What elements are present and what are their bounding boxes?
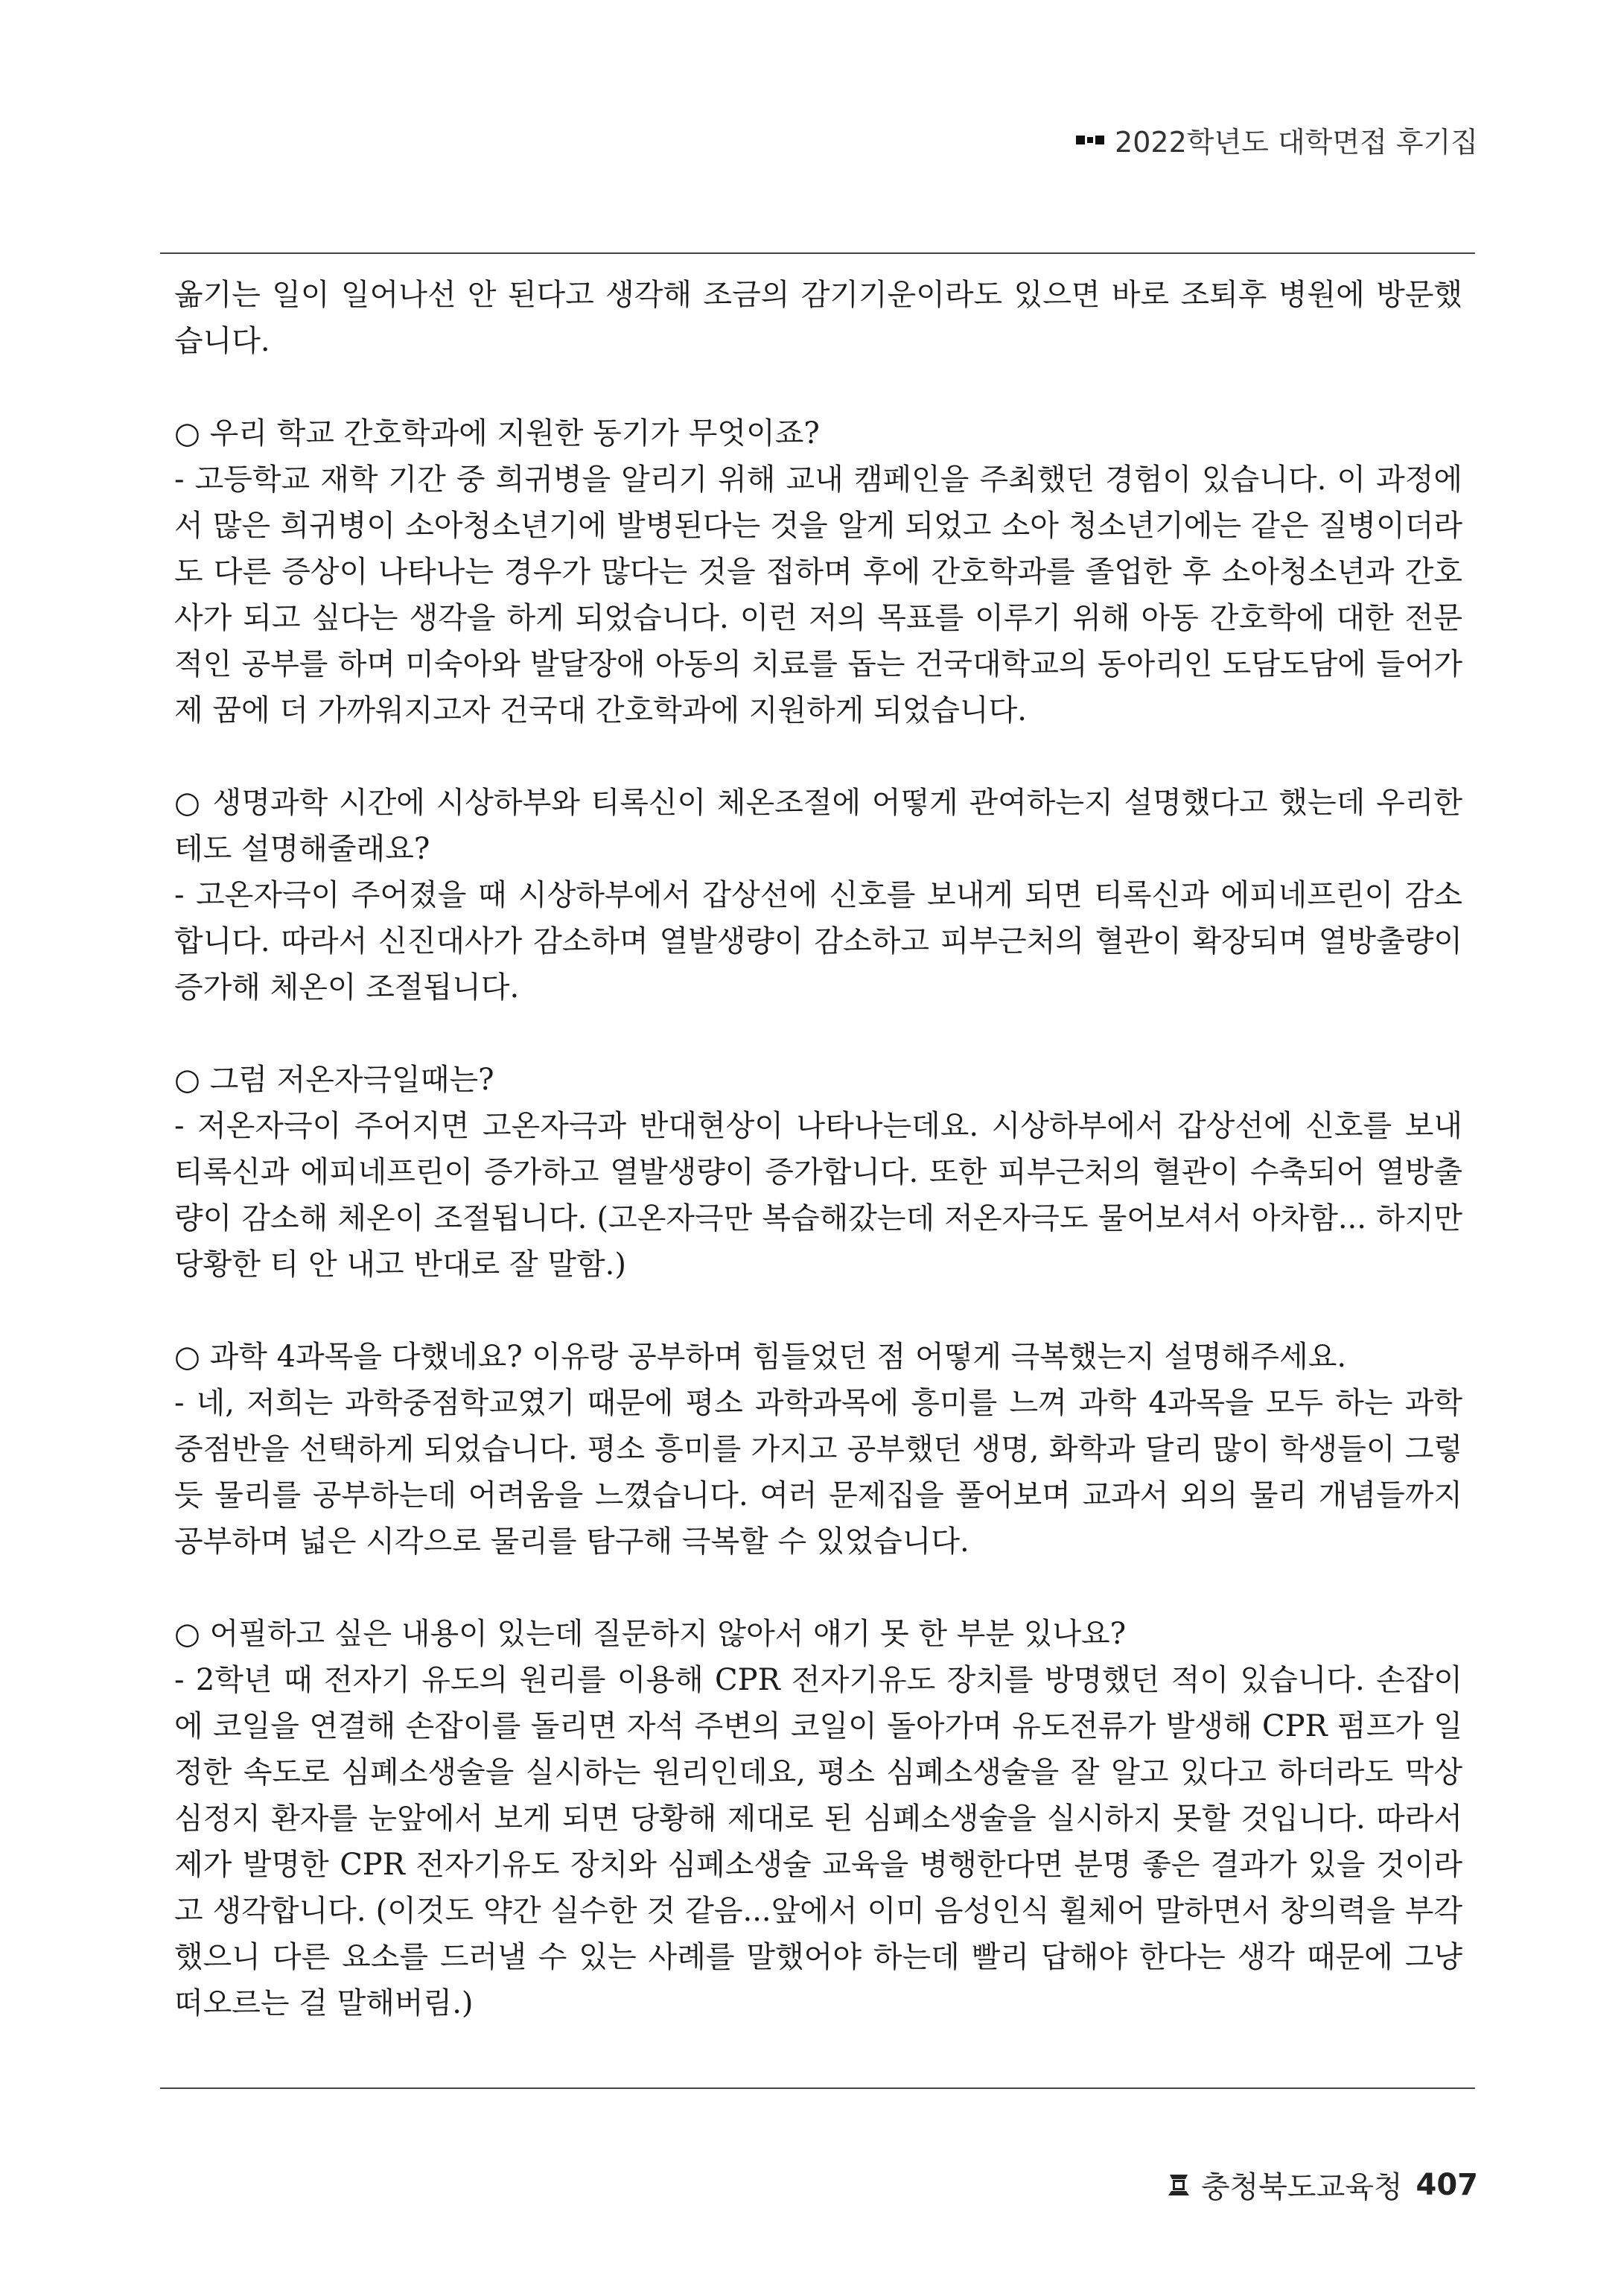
page-number: 407 xyxy=(1416,2167,1478,2202)
qa-block-2 xyxy=(174,780,1462,1011)
header-title: 2022학년도 대학면접 후기집 xyxy=(1115,126,1478,159)
document-body xyxy=(174,272,1462,2026)
checker-mark-icon xyxy=(1076,136,1104,144)
question: ○ 과학 4과목을 다했네요? 이유랑 공부하며 힘들었던 점 어떻게 극복했는지 설명해주세요. xyxy=(174,1340,1347,1374)
education-office-logo-icon xyxy=(1164,2170,1194,2200)
qa-block-5 xyxy=(174,1611,1462,2026)
top-rule xyxy=(160,252,1475,254)
answer: - 네, 저희는 과학중점학교였기 때문에 평소 과학과목에 흥미를 느껴 과학 4과목을 모두 하는 과학 중점반을 선택하게 되었습니다. 평소 흥미를 가지고 공부했던 생명, 화학과 달리 많이 학생들이 그렇듯 물리를 공부하는데 어려움을 느꼈습니다. 여러 문제집을 풀어보며 교과서 외의 물리 개념들까지 공부하며 넓은 시각으로 물리를 탐구해 극복할 수 있었습니다. xyxy=(174,1386,1462,1559)
intro-paragraph: 옮기는 일이 일어나선 안 된다고 생각해 조금의 감기기운이라도 있으면 바로 조퇴후 병원에 방문했습니다. xyxy=(174,278,1462,358)
answer: - 2학년 때 전자기 유도의 원리를 이용해 CPR 전자기유도 장치를 방명했던 적이 있습니다. 손잡이에 코일을 연결해 손잡이를 돌리면 자석 주변의 코일이 돌아가며 유도전류가 발생해 CPR 펌프가 일정한 속도로 심폐소생술을 실시하는 원리인데요, 평소 심폐소생술을 잘 알고 있다고 하더라도 막상 심정지 환자를 눈앞에서 보게 되면 당황해 제대로 된 심폐소생술을 실시하지 못할 것입니다. 따라서 제가 발명한 CPR 전자기유도 장치와 심폐소생술 교육을 병행한다면 분명 좋은 결과가 있을 것이라고 생각합니다. (이것도 약간 실수한 것 같음...앞에서 이미 음성인식 휠체어 말하면서 창의력을 부각했으니 다른 요소를 드러낼 수 있는 사례를 말했어야 하는데 빨리 답해야 한다는 생각 때문에 그냥 떠오르는 걸 말해버림.) xyxy=(174,1663,1462,2020)
qa-block-4 xyxy=(174,1334,1462,1565)
answer: - 저온자극이 주어지면 고온자극과 반대현상이 나타나는데요. 시상하부에서 갑상선에 신호를 보내 티록신과 에피네프린이 증가하고 열발생량이 증가합니다. 또한 피부근처의 혈관이 수축되어 열방출량이 감소해 체온이 조절됩니다. (고온자극만 복습해갔는데 저온자극도 물어보셔서 아차함... 하지만 당황한 티 안 내고 반대로 잘 말함.) xyxy=(174,1109,1462,1282)
question: ○ 생명과학 시간에 시상하부와 티록신이 체온조절에 어떻게 관여하는지 설명했다고 했는데 우리한테도 설명해줄래요? xyxy=(174,786,1462,866)
answer: - 고등학교 재학 기간 중 희귀병을 알리기 위해 교내 캠페인을 주최했던 경험이 있습니다. 이 과정에서 많은 희귀병이 소아청소년기에 발병된다는 것을 알게 되었고 소아 청소년기에는 같은 질병이더라도 다른 증상이 나타나는 경우가 많다는 것을 접하며 후에 간호학과를 졸업한 후 소아청소년과 간호사가 되고 싶다는 생각을 하게 되었습니다. 이런 저의 목표를 이루기 위해 아동 간호학에 대한 전문적인 공부를 하며 미숙아와 발달장애 아동의 치료를 돕는 건국대학교의 동아리인 도담도담에 들어가 제 꿈에 더 가까워지고자 건국대 간호학과에 지원하게 되었습니다. xyxy=(174,462,1462,728)
qa-block-3 xyxy=(174,1057,1462,1288)
qa-block-1 xyxy=(174,410,1462,734)
answer: - 고온자극이 주어졌을 때 시상하부에서 갑상선에 신호를 보내게 되면 티록신과 에피네프린이 감소합니다. 따라서 신진대사가 감소하며 열발생량이 감소하고 피부근처의 혈관이 확장되며 열방출량이 증가해 체온이 조절됩니다. xyxy=(174,878,1462,1005)
bottom-rule xyxy=(160,2087,1475,2089)
running-header xyxy=(1076,119,1478,160)
question: ○ 우리 학교 간호학과에 지원한 동기가 무엇이죠? xyxy=(174,416,820,451)
page-footer xyxy=(1164,2163,1478,2206)
question: ○ 그럼 저온자극일때는? xyxy=(174,1063,494,1097)
footer-organization: 충청북도교육청 xyxy=(1201,2170,1403,2204)
question: ○ 어필하고 싶은 내용이 있는데 질문하지 않아서 얘기 못 한 부분 있나요? xyxy=(174,1617,1127,1651)
